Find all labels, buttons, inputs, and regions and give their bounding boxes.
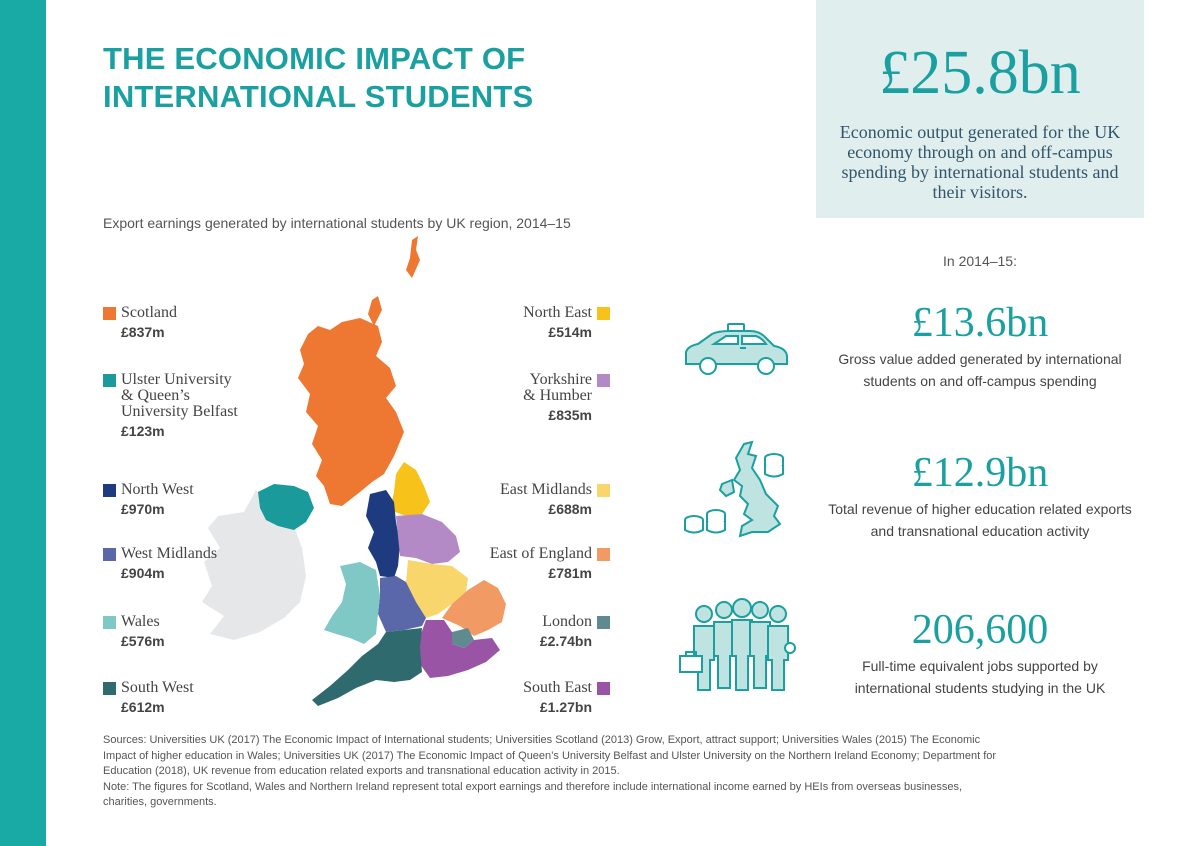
stat-value: 206,600 (911, 607, 1049, 653)
chart-subtitle: Export earnings generated by international students by UK region, 2014–15 (103, 215, 571, 231)
legend-name-line: & Humber (523, 387, 592, 404)
legend-west-midlands (103, 546, 217, 581)
year-label: In 2014–15: (943, 253, 1017, 269)
legend-swatch (103, 374, 116, 387)
legend-swatch (597, 374, 610, 387)
stat-jobs (820, 607, 1140, 699)
legend-name: South West (121, 679, 194, 696)
map-region-islands (406, 236, 420, 278)
legend-value: £837m (121, 324, 165, 340)
sources-line: Sources: Universities UK (2017) The Economic Impact of International students; Universities Scotland (2013) Grow, Export, attract support; Universities Wales (2015) The Economic (103, 734, 981, 746)
stat-gva (820, 300, 1140, 392)
car-icon (680, 322, 792, 380)
legend-name: East of England (489, 545, 592, 562)
hero-description: Economic output generated for the UK economy through on and off-campus spending by international students and their visitors. (839, 122, 1121, 202)
sources-line: Education (2018), UK revenue from education related exports and transnational education activity in 2015. (103, 765, 620, 777)
stat-label (820, 348, 1140, 392)
legend-name-line: Ulster University (121, 371, 232, 388)
legend-value: £904m (121, 565, 165, 581)
legend-name (121, 372, 238, 420)
map-region-north-east (390, 462, 430, 516)
legend-value: £1.27bn (539, 699, 592, 715)
legend-east-midlands (450, 482, 610, 517)
legend-east-of-england (450, 546, 610, 581)
legend-value: £835m (548, 407, 592, 423)
legend-scotland (103, 305, 177, 340)
legend-name: North West (121, 481, 194, 498)
legend-swatch (103, 484, 116, 497)
legend-wales (103, 614, 165, 649)
stat-label (820, 498, 1140, 542)
map-region-wales (324, 562, 380, 644)
map-region-scotland (298, 318, 404, 506)
legend-north-east (450, 305, 610, 340)
stat-label-line: students on and off-campus spending (863, 373, 1097, 389)
legend-value: £612m (121, 699, 165, 715)
legend-value: £2.74bn (539, 633, 592, 649)
stat-label (820, 655, 1140, 699)
legend-south-east (450, 680, 610, 715)
legend-london (450, 614, 610, 649)
legend-name-line: & Queen’s (121, 387, 190, 404)
legend-value: £781m (548, 565, 592, 581)
legend-name: London (542, 613, 592, 630)
stat-value: £13.6bn (911, 300, 1049, 346)
legend-swatch (103, 682, 116, 695)
legend-name (523, 372, 592, 404)
legend-swatch (103, 307, 116, 320)
legend-value: £576m (121, 633, 165, 649)
legend-name: East Midlands (500, 481, 592, 498)
legend-swatch (103, 616, 116, 629)
legend-name: Wales (121, 613, 160, 630)
legend-south-west (103, 680, 194, 715)
sources-line: charities, governments. (103, 796, 217, 808)
stat-value: £12.9bn (911, 450, 1049, 496)
legend-value: £970m (121, 501, 165, 517)
stat-revenue (820, 450, 1140, 542)
sources-line: Impact of higher education in Wales; Universities UK (2017) The Economic Impact of Queen’s University Belfast and Ulster University on the Northern Ireland Economy; Department for (103, 749, 997, 762)
stat-label-line: international students studying in the UK (854, 680, 1106, 696)
stat-label-line: and transnational education activity (870, 523, 1090, 539)
sources-note (103, 733, 1063, 811)
hero-panel (816, 0, 1144, 218)
legend-value: £688m (548, 501, 592, 517)
legend-northern-ireland (103, 372, 238, 439)
sources-line: Note: The figures for Scotland, Wales and Northern Ireland represent total export earnings and therefore include international income earned by HEIs from overseas businesses, (103, 780, 963, 793)
hero-amount: £25.8bn (879, 39, 1081, 107)
legend-yorkshire (450, 372, 610, 423)
legend-swatch (597, 682, 610, 695)
page-title (103, 40, 563, 116)
stat-label-line: Total revenue of higher education related exports (828, 501, 1132, 517)
legend-value: £123m (121, 423, 165, 439)
legend-north-west (103, 482, 194, 517)
legend-name: Scotland (121, 304, 177, 321)
legend-name-line: Yorkshire (529, 371, 592, 388)
title-line-2: INTERNATIONAL STUDENTS (103, 79, 534, 114)
legend-swatch (597, 616, 610, 629)
title-line-1: THE ECONOMIC IMPACT OF (103, 41, 526, 76)
legend-swatch (597, 307, 610, 320)
stat-label-line: Gross value added generated by international (838, 351, 1122, 367)
legend-name-line: University Belfast (121, 403, 238, 420)
people-icon (678, 598, 800, 694)
legend-name: West Midlands (121, 545, 218, 562)
legend-value: £514m (548, 324, 592, 340)
legend-swatch (597, 484, 610, 497)
legend-swatch (597, 548, 610, 561)
legend-name: North East (523, 304, 592, 321)
stat-label-line: Full-time equivalent jobs supported by (862, 658, 1098, 674)
legend-swatch (103, 548, 116, 561)
uk-coins-icon (682, 440, 792, 540)
accent-sidebar (0, 0, 46, 846)
legend-name: South East (523, 679, 592, 696)
